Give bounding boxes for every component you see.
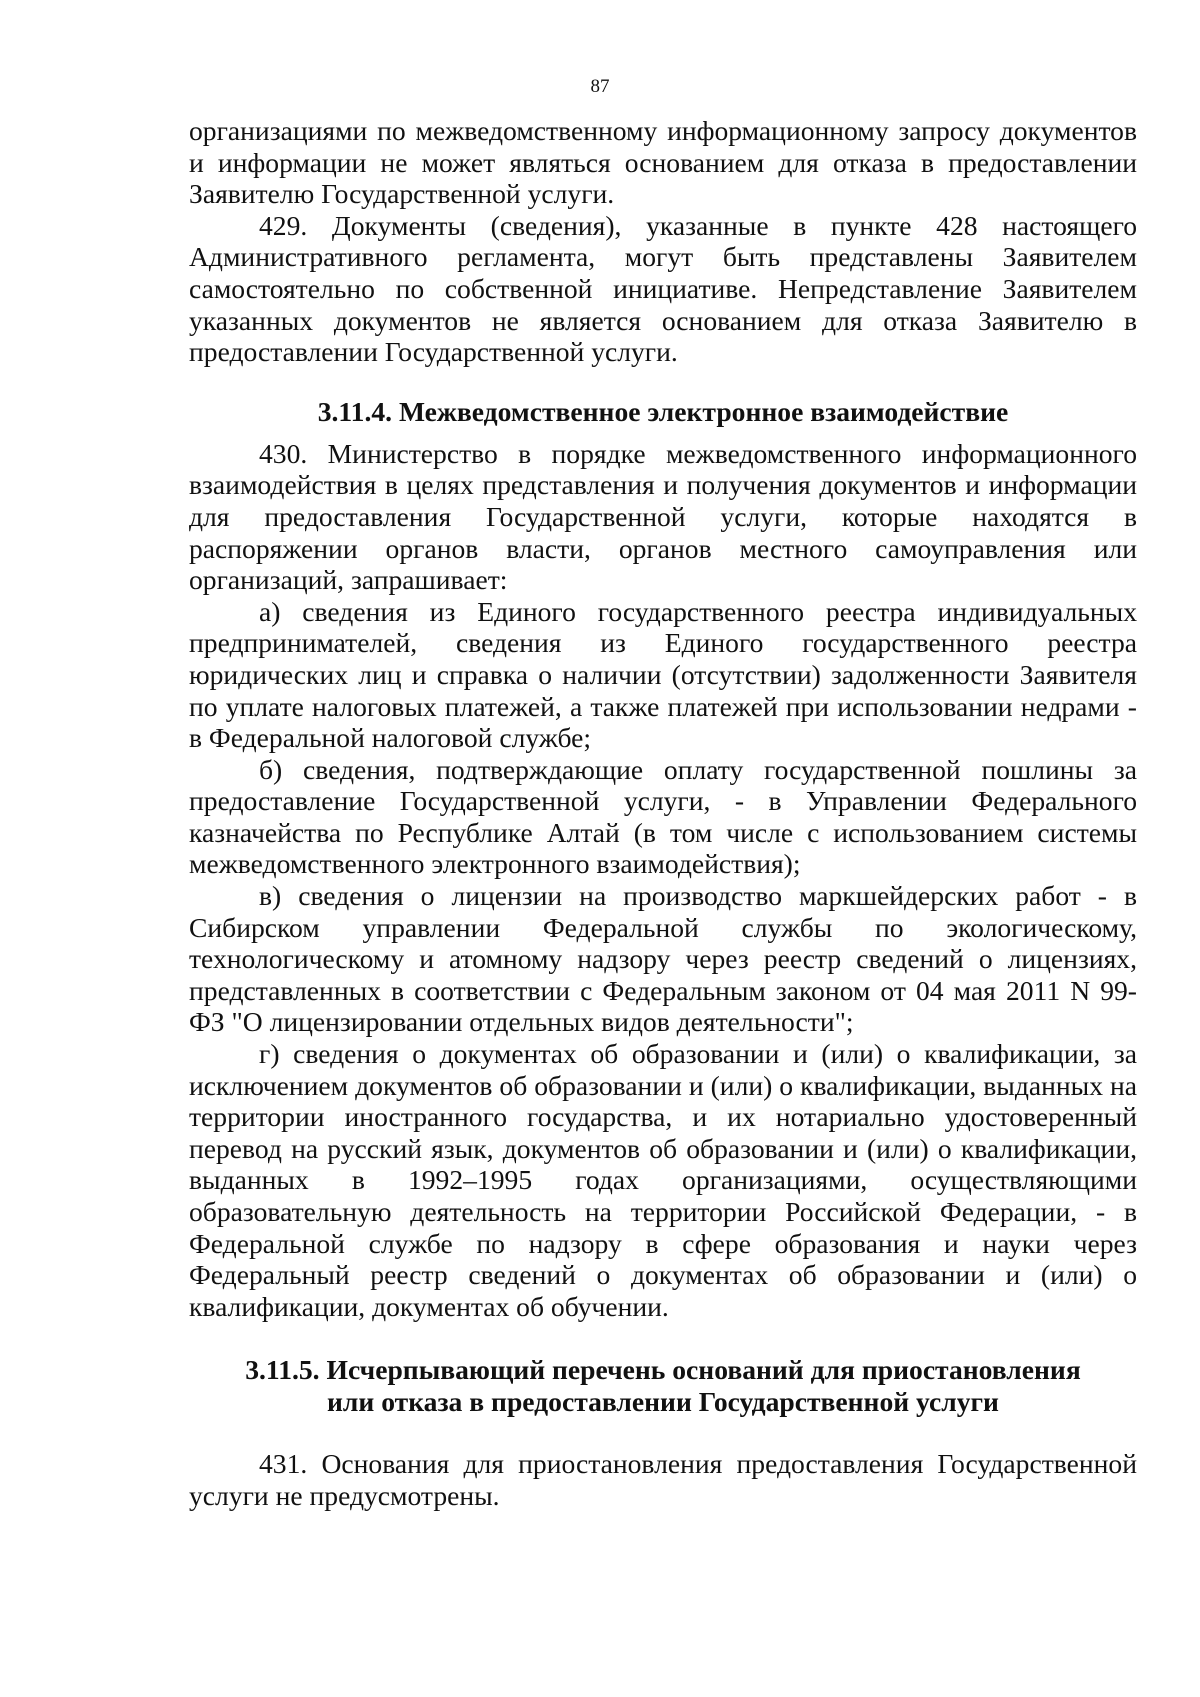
section-heading-3-11-5: [189, 1354, 1137, 1418]
paragraph-continuation: организациями по межведомственному информационному запросу документов и информации не может являться основанием для отказа в предоставлении Заявителю Государственной услуги.: [189, 115, 1137, 210]
section-heading-3-11-5-line2: или отказа в предоставлении Государственной услуги: [327, 1386, 999, 1418]
paragraph-431: 431. Основания для приостановления предоставления Государственной услуги не предусмотрены.: [189, 1448, 1137, 1511]
list-item-g: г) сведения о документах об образовании и (или) о квалификации, за исключением документов об образовании и (или) о квалификации, выданных на территории иностранного государства, и их нотариально удостоверенный перевод на русский язык, документов об образовании и (или) о квалификации, выданных в 1992–1995 годах организациями, осуществляющими образовательную деятельность на территории Российской Федерации, - в Федеральной службе по надзору в сфере образования и науки через Федеральный реестр сведений о документах об образовании и (или) о квалификации, документах об обучении.: [189, 1038, 1137, 1322]
paragraph-430: 430. Министерство в порядке межведомственного информационного взаимодействия в целях представления и получения документов и информации для предоставления Государственной услуги, которые находятся в распоряжении органов власти, органов местного самоуправления или организаций, запрашивает:: [189, 437, 1137, 596]
section-heading-3-11-5-line1: 3.11.5. Исчерпывающий перечень оснований для приостановления: [245, 1354, 1081, 1386]
document-body: [189, 115, 1137, 1512]
list-item-b: б) сведения, подтверждающие оплату государственной пошлины за предоставление Государственной услуги, - в Управлении Федерального казначейства по Республике Алтай (в том числе с использованием системы межведомственного электронного взаимодействия);: [189, 753, 1137, 880]
paragraph-429: 429. Документы (сведения), указанные в пункте 428 настоящего Административного регламента, могут быть представлены Заявителем самостоятельно по собственной инициативе. Непредставление Заявителем указанных документов не является основанием для отказа Заявителю в предоставлении Государственной услуги.: [189, 209, 1137, 368]
list-item-a: а) сведения из Единого государственного реестра индивидуальных предпринимателей, сведения из Единого государственного реестра юридических лиц и справка о наличии (отсутствии) задолженности Заявителя по уплате налоговых платежей, а также платежей при использовании недрами - в Федеральной налоговой службе;: [189, 595, 1137, 754]
list-item-v: в) сведения о лицензии на производство маркшейдерских работ - в Сибирском управлении Федеральной службы по экологическому, технологическому и атомному надзору через реестр сведений о лицензиях, представленных в соответствии с Федеральным законом от 04 мая 2011 N 99-ФЗ "О лицензировании отдельных видов деятельности";: [189, 880, 1137, 1038]
page-number: 87: [590, 76, 610, 97]
section-heading-3-11-4: 3.11.4. Межведомственное электронное взаимодействие: [317, 395, 1009, 427]
